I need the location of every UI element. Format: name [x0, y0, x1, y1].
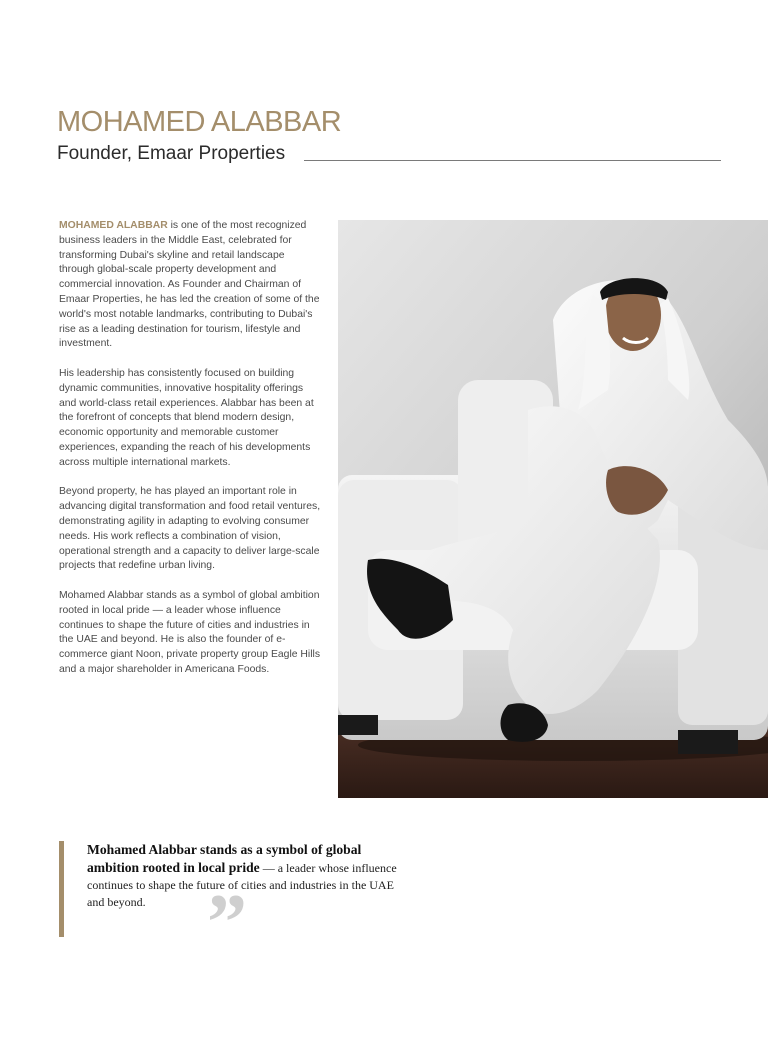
bio-paragraph-1	[59, 219, 321, 352]
bio-paragraph-1-text: is one of the most recognized business leaders in the Middle East, celebrated for transforming Dubai's skyline and retail landscape through global-scale property development and commercial innovation. As Founder and Chairman of Emaar Properties, he has led the creation of some of the world's most notable landmarks, contributing to Dubai's rise as a leading destination for tourism, lifestyle and investment.	[59, 220, 320, 350]
subtitle-row	[57, 142, 721, 168]
quote-continuation: — a leader whose influence continues to shape the future of cities and industries in the UAE and beyond.	[87, 861, 397, 909]
quote-accent-bar	[59, 841, 64, 937]
quote-emphasis: Mohamed Alabbar stands as a symbol of global ambition rooted in local pride	[87, 842, 362, 875]
subtitle-divider	[304, 160, 721, 161]
portrait-illustration	[338, 220, 768, 798]
bio-paragraph-2: His leadership has consistently focused on building dynamic communities, innovative hospitality offerings and world-class retail experiences. Alabbar has been at the forefront of concepts that blend modern design, economic opportunity and memorable customer experiences, expanding the reach of his developments across multiple international markets.	[59, 367, 314, 468]
page-subtitle: Founder, Emaar Properties	[57, 143, 286, 164]
bio-paragraph-3: Beyond property, he has played an important role in advancing digital transformation and food retail ventures, demonstrating agility in adapting to evolving consumer needs. His work reflects a combination of vision, operational strength and a capacity to deliver large-scale projects that redefine urban living.	[59, 486, 321, 572]
bio-lead-name: MOHAMED ALABBAR	[59, 220, 168, 231]
closing-quote-icon: ”	[207, 879, 247, 967]
portrait-photo	[338, 220, 768, 798]
bio-paragraph-4: Mohamed Alabbar stands as a symbol of global ambition rooted in local pride — a leader whose influence continues to shape the future of cities and industries in the UAE and beyond. He is also the founder of e-commerce giant Noon, private property group Eagle Hills and a major shareholder in Americana Foods.	[59, 589, 321, 675]
pull-quote	[59, 841, 419, 967]
quote-text	[87, 841, 407, 911]
page-title: MOHAMED ALABBAR	[57, 106, 342, 138]
bio-text	[59, 219, 321, 693]
